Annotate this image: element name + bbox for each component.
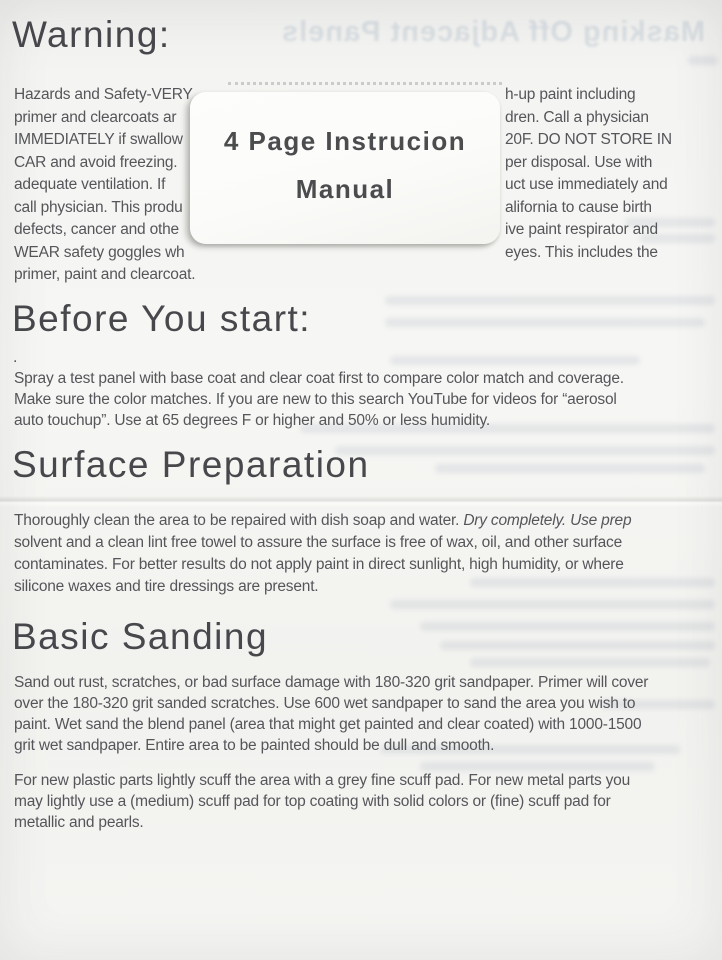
warning-line bbox=[14, 244, 710, 262]
warning-line-right: ive paint respirator and bbox=[505, 221, 658, 238]
ghost-text-line bbox=[440, 641, 715, 650]
warning-line-right: dren. Call a physician bbox=[505, 108, 649, 126]
body-line: may lightly use a (medium) scuff pad for top coating with solid colors or (fine) scuff pad for bbox=[14, 793, 611, 810]
basic-sanding-heading: Basic Sanding bbox=[12, 616, 269, 657]
body-line bbox=[14, 512, 631, 530]
body-line: auto touchup”. Use at 65 degrees F or higher and 50% or less humidity. bbox=[14, 412, 490, 429]
warning-line bbox=[14, 266, 710, 284]
ghost-text-line bbox=[390, 356, 640, 365]
warning-line-right: eyes. This includes the bbox=[505, 243, 658, 261]
ghost-text-line bbox=[435, 464, 705, 473]
body-line: paint. Wet sand the blend panel (area that might get painted and clear coated) with 1000-1500 bbox=[14, 716, 642, 733]
warning-line-right: 20F. DO NOT STORE IN bbox=[505, 131, 672, 148]
sticker-title-line1: 4 Page Instrucion bbox=[223, 126, 467, 156]
body-line: silicone waxes and tire dressings are present. bbox=[14, 578, 319, 595]
ghost-text-line bbox=[420, 622, 715, 631]
body-line: contaminates. For better results do not apply paint in direct sunlight, high humidity, or where bbox=[14, 556, 624, 573]
warning-line-left: WEAR safety goggles wh bbox=[14, 243, 185, 261]
ghost-text-line bbox=[688, 56, 718, 65]
warning-line-left: primer, paint and clearcoat. bbox=[14, 266, 196, 283]
body-line: metallic and pearls. bbox=[14, 814, 144, 831]
ghost-text-line bbox=[385, 318, 705, 327]
body-text-italic: Dry completely. Use prep bbox=[463, 512, 632, 529]
basic-sanding-paragraph-2 bbox=[14, 772, 714, 842]
ghost-text-line bbox=[470, 658, 710, 667]
ghost-text-line bbox=[385, 296, 715, 305]
before-you-start-heading: Before You start: bbox=[12, 298, 312, 339]
manual-sticker bbox=[190, 92, 500, 244]
perforation-dotted-edge bbox=[228, 82, 502, 85]
before-you-start-paragraph bbox=[14, 370, 714, 440]
page-overlap-seam bbox=[0, 496, 722, 507]
warning-line-left: call physician. This produ bbox=[14, 198, 183, 216]
warning-line-right: alifornia to cause birth bbox=[505, 198, 652, 216]
sticker-title-line2: Manual bbox=[295, 174, 395, 204]
ghost-text-line bbox=[335, 446, 715, 455]
body-line: For new plastic parts lightly scuff the area with a grey fine scuff pad. For new metal parts you bbox=[14, 772, 631, 789]
body-line: Make sure the color matches. If you are new to this search YouTube for videos for “aerosol bbox=[14, 391, 617, 408]
body-line: grit wet sandpaper. Entire area to be painted should be dull and smooth. bbox=[14, 737, 495, 754]
basic-sanding-paragraph-1 bbox=[14, 674, 714, 764]
body-line: solvent and a clean lint free towel to assure the surface is free of wax, oil, and other surface bbox=[14, 534, 623, 551]
warning-line-left: primer and clearcoats ar bbox=[14, 108, 177, 126]
warning-line-left: CAR and avoid freezing. bbox=[14, 153, 178, 171]
warning-line-left: adequate ventilation. If bbox=[14, 176, 166, 193]
body-text: Thoroughly clean the area to be repaired with dish soap and water. bbox=[14, 512, 464, 529]
warning-line-right: h-up paint including bbox=[505, 86, 636, 103]
body-line: over the 180-320 grit sanded scratches. Use 600 wet sandpaper to sand the area you wish to bbox=[14, 695, 636, 712]
stray-period-mark: . bbox=[13, 349, 18, 366]
body-line: Spray a test panel with base coat and clear coat first to compare color match and coverage. bbox=[14, 370, 624, 387]
warning-line-left: Hazards and Safety-VERY bbox=[14, 86, 193, 103]
warning-heading: Warning: bbox=[12, 14, 171, 55]
body-line: Sand out rust, scratches, or bad surface damage with 180-320 grit sandpaper. Primer will cover bbox=[14, 674, 649, 691]
warning-line-right: per disposal. Use with bbox=[505, 153, 653, 171]
bleedthrough-heading: Masking Off Adjacent Panels bbox=[281, 16, 705, 48]
surface-preparation-heading: Surface Preparation bbox=[12, 444, 370, 485]
surface-preparation-paragraph bbox=[14, 512, 714, 607]
warning-line-right: uct use immediately and bbox=[505, 176, 668, 193]
warning-line-left: defects, cancer and othe bbox=[14, 221, 179, 238]
warning-line-left: IMMEDIATELY if swallow bbox=[14, 131, 183, 148]
